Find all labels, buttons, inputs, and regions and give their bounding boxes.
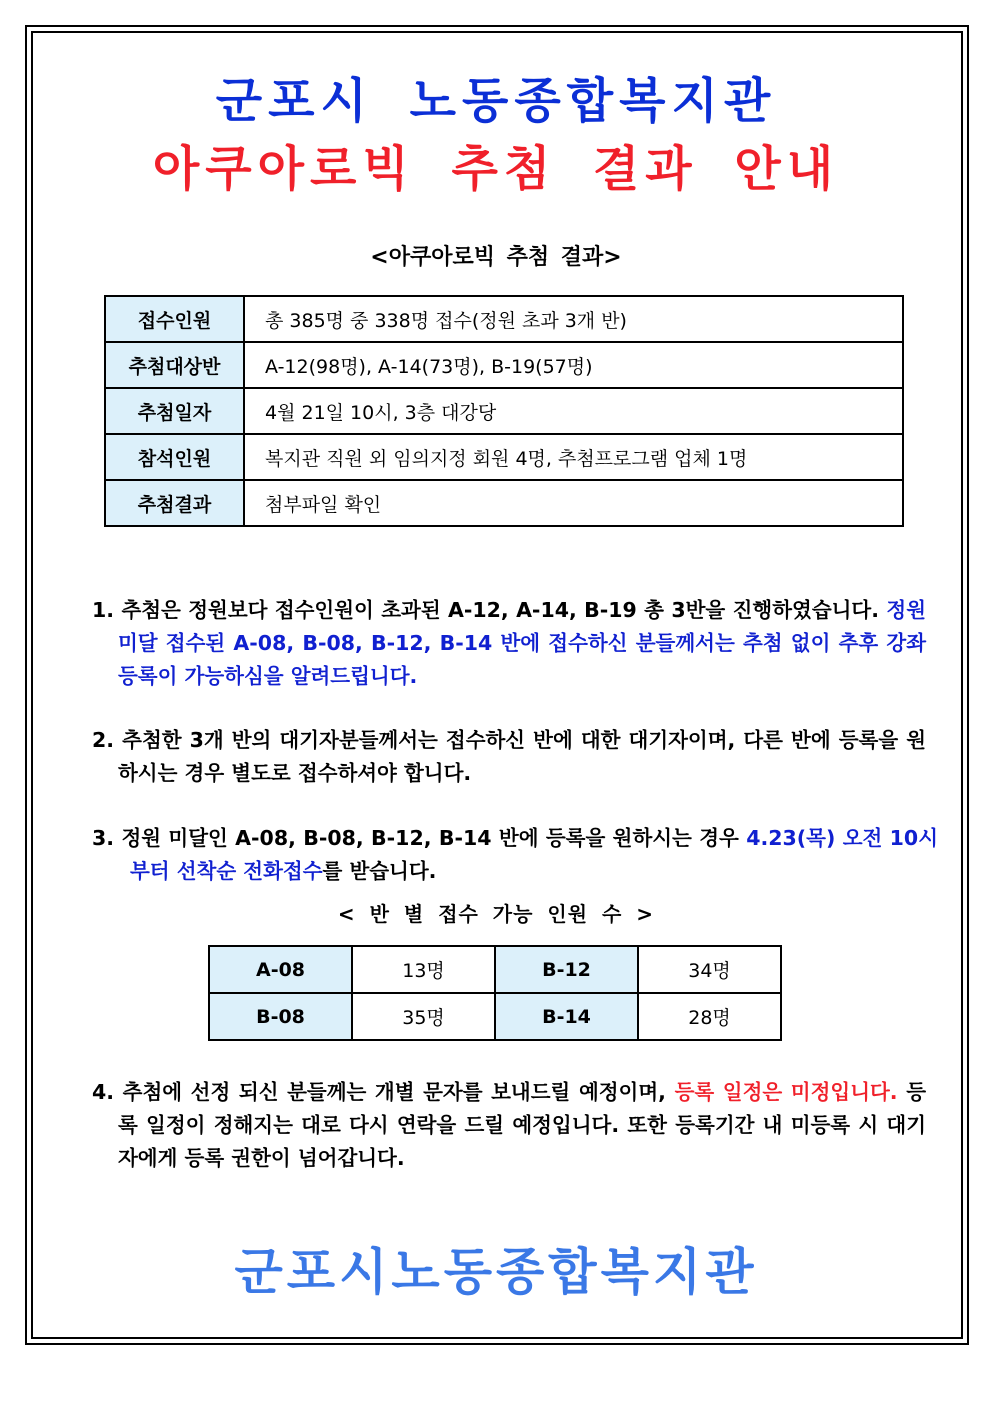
row-label: 참석인원 [105, 434, 244, 480]
footer-org-name: 군포시노동종합복지관 [234, 1243, 758, 1301]
notice-highlight: 등록 일정은 미정입니다. [674, 1080, 898, 1104]
row-value: 첨부파일 확인 [244, 480, 903, 526]
notice-number: 1. [92, 598, 115, 622]
org-title: 군포시 노동종합복지관 [215, 73, 777, 129]
row-label: 접수인원 [105, 296, 244, 342]
count-cell: 13명 [352, 946, 495, 993]
availability-table [208, 945, 782, 1041]
notice-highlight: 정원 미달 접수된 A-08, B-08, B-12, B-14 반에 접수하신 분들께서는 추첨 없이 추후 강좌 등록이 가능하심을 알려드립니다. [118, 598, 927, 688]
notice-3 [92, 822, 938, 888]
row-label: 추첨일자 [105, 388, 244, 434]
class-cell: A-08 [209, 946, 352, 993]
count-cell: 28명 [638, 993, 781, 1040]
table-row [209, 993, 781, 1040]
notice-title: 아쿠아로빅 추첨 결과 안내 [152, 141, 840, 197]
availability-title: < 반 별 접수 가능 인원 수 > [337, 902, 655, 926]
notice-number: 3. [92, 826, 115, 850]
count-cell: 34명 [638, 946, 781, 993]
lottery-info-table [104, 295, 904, 527]
row-label: 추첨결과 [105, 480, 244, 526]
notice-text: 추첨은 정원보다 접수인원이 초과된 A-12, A-14, B-19 총 3반을 진행하였습니다. [121, 598, 880, 622]
notice-2 [92, 724, 926, 790]
table-row [105, 480, 903, 526]
table-row [209, 946, 781, 993]
row-label: 추첨대상반 [105, 342, 244, 388]
notice-text: 추첨한 3개 반의 대기자분들께서는 접수하신 반에 대한 대기자이며, 다른 반에 등록을 원하시는 경우 별도로 접수하셔야 합니다. [118, 728, 926, 785]
table-row [105, 388, 903, 434]
notice-number: 4. [92, 1080, 115, 1104]
notice-text-end: 를 받습니다. [322, 859, 437, 883]
class-cell: B-12 [495, 946, 638, 993]
class-cell: B-14 [495, 993, 638, 1040]
table-row [105, 342, 903, 388]
notice-text-end: 등록 일정이 정해지는 대로 다시 연락을 드릴 예정입니다. 또한 등록기간 내 미등록 시 대기자에게 등록 권한이 넘어갑니다. [118, 1080, 927, 1170]
notice-highlight: 4.23(목) 오전 10시부터 선착순 전화접수 [130, 826, 938, 883]
row-value: 총 385명 중 338명 접수(정원 초과 3개 반) [244, 296, 903, 342]
result-section-title: <아쿠아로빅 추첨 결과> [370, 245, 622, 270]
row-value: 복지관 직원 외 임의지정 회원 4명, 추첨프로그램 업체 1명 [244, 434, 903, 480]
notice-text: 정원 미달인 A-08, B-08, B-12, B-14 반에 등록을 원하시는 경우 [121, 826, 739, 850]
notice-number: 2. [92, 728, 115, 752]
row-value: A-12(98명), A-14(73명), B-19(57명) [244, 342, 903, 388]
table-row [105, 434, 903, 480]
row-value: 4월 21일 10시, 3층 대강당 [244, 388, 903, 434]
count-cell: 35명 [352, 993, 495, 1040]
notice-4 [92, 1076, 926, 1175]
table-row [105, 296, 903, 342]
class-cell: B-08 [209, 993, 352, 1040]
notice-text: 추첨에 선정 되신 분들께는 개별 문자를 보내드릴 예정이며, [122, 1080, 666, 1104]
notice-1 [92, 594, 926, 693]
